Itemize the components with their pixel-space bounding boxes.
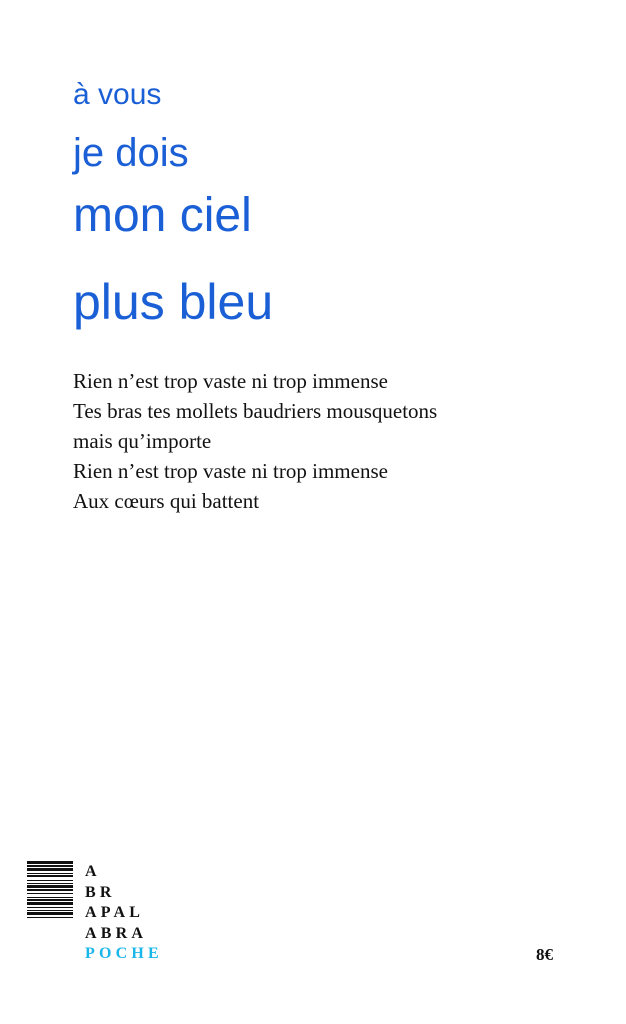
title-line-4: plus bleu <box>73 274 274 330</box>
barcode-bar <box>27 902 73 905</box>
title-line-1: à vous <box>73 78 162 111</box>
barcode-bar <box>27 880 73 881</box>
barcode-bar <box>27 885 73 888</box>
barcode-bar <box>27 910 73 911</box>
poem-line: Rien n’est trop vaste ni trop immense <box>73 369 388 393</box>
barcode-bar <box>27 907 73 908</box>
poem-excerpt <box>73 366 437 516</box>
barcode-bar <box>27 861 73 864</box>
publisher-logo-line: BR <box>85 883 116 901</box>
barcode-bar <box>27 868 73 871</box>
title-line-2: je dois <box>73 131 189 175</box>
price-label: 8€ <box>536 945 553 964</box>
poem-line: mais qu’importe <box>73 429 212 453</box>
poem-line: Tes bras tes mollets baudriers mousquetons <box>73 399 438 423</box>
barcode-bar <box>27 899 73 901</box>
barcode-bar <box>27 912 73 915</box>
publisher-logo-line: A <box>85 863 101 880</box>
barcode-bar <box>27 897 73 898</box>
barcode-bar <box>27 893 73 894</box>
publisher-logo <box>85 862 163 965</box>
barcode-bar <box>27 865 73 867</box>
collection-name: POCHE <box>85 945 163 962</box>
barcode-bar <box>27 873 73 874</box>
title-line-3: mon ciel <box>73 189 252 242</box>
publisher-logo-line: APAL <box>85 904 145 921</box>
poem-line: Rien n’est trop vaste ni trop immense <box>73 459 388 483</box>
barcode-bar <box>27 917 73 918</box>
publisher-logo-line: ABRA <box>85 924 148 942</box>
barcode-bar <box>27 875 73 877</box>
barcode-bar <box>27 889 73 891</box>
poem-line: Aux cœurs qui battent <box>73 489 260 513</box>
barcode-bar <box>27 883 73 884</box>
barcode-logo-icon <box>27 861 73 965</box>
